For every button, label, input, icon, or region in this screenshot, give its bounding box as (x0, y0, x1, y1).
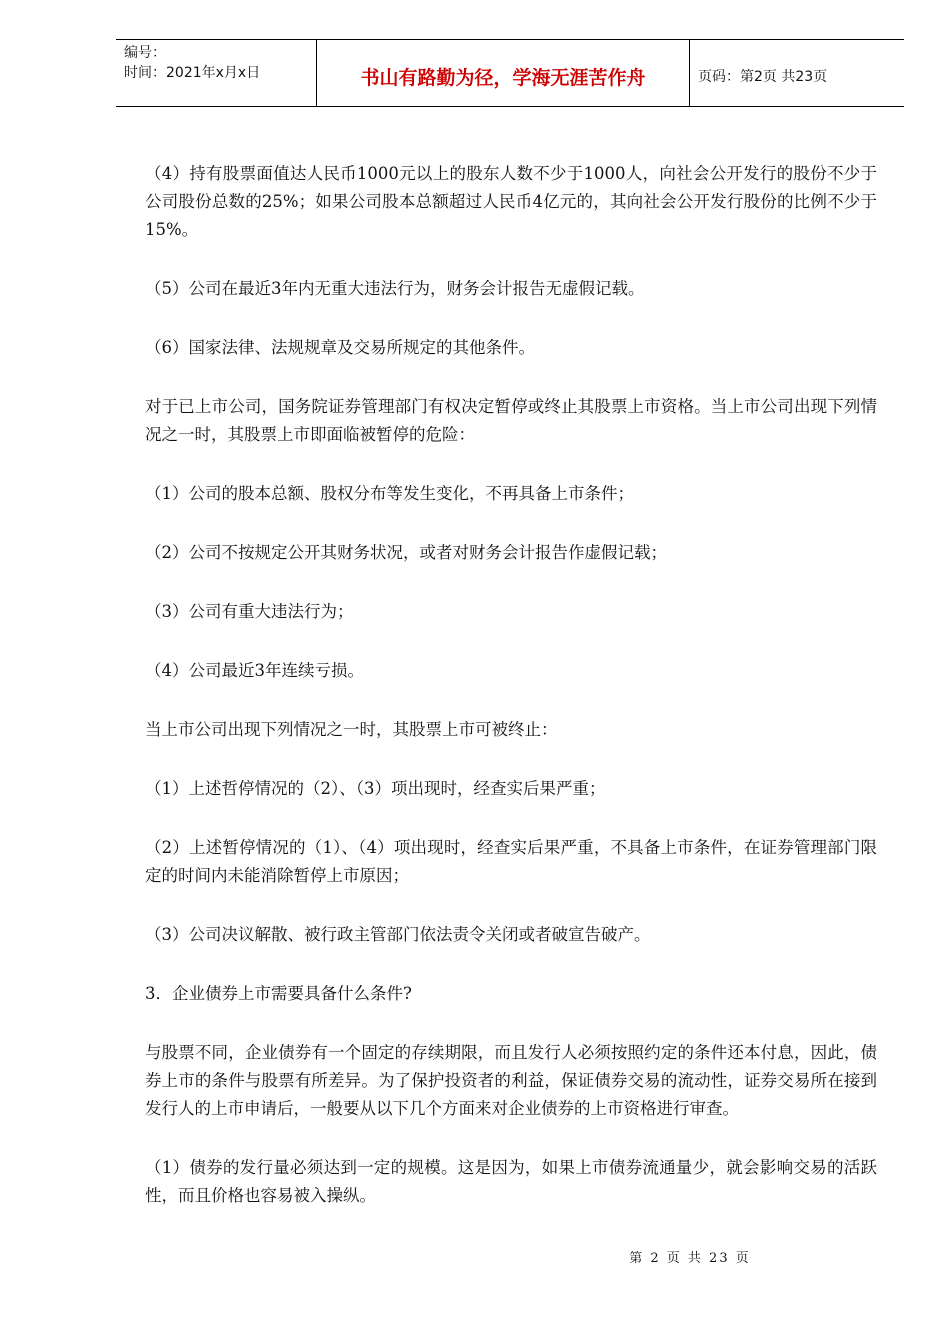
paragraph: （4）公司最近3年连续亏损。 (145, 661, 364, 680)
paragraph: （3）公司有重大违法行为； (145, 602, 354, 621)
paragraph: 对于已上市公司，国务院证券管理部门有权决定暂停或终止其股票上市资格。当上市公司出现下列情况之一时，其股票上市即面临被暂停的危险： (145, 397, 877, 444)
page-footer: 第 2 页 共 23 页 (629, 1251, 751, 1266)
paragraph: （6）国家法律、法规规章及交易所规定的其他条件。 (145, 338, 535, 357)
document-time-label: 时间：2021年x月x日 (124, 65, 261, 81)
document-number-label: 编号： (124, 45, 166, 61)
paragraph: （1）债券的发行量必须达到一定的规模。这是因为，如果上市债券流通量少，就会影响交易的活跃性，而且价格也容易被入操纵。 (145, 1158, 877, 1205)
header-motto: 书山有路勤为径，学海无涯苦作舟 (316, 40, 690, 106)
paragraph: （5）公司在最近3年内无重大违法行为，财务会计报告无虚假记载。 (145, 279, 645, 298)
paragraph: （2）上述暂停情况的（1）、（4）项出现时，经查实后果严重，不具备上市条件，在证券管理部门限定的时间内未能消除暂停上市原因； (145, 838, 877, 885)
paragraph: 当上市公司出现下列情况之一时，其股票上市可被终止： (145, 720, 558, 739)
header-page-number: 页码：第2页 共23页 (698, 69, 828, 85)
document-body (145, 160, 877, 1241)
paragraph: （1）上述哲停情况的（2）、（3）项出现时，经查实后果严重； (145, 779, 606, 798)
paragraph: （1）公司的股本总额、股权分布等发生变化，不再具备上市条件； (145, 484, 634, 503)
section-heading: 3．企业债券上市需要具备什么条件? (145, 984, 412, 1003)
page-header (116, 39, 904, 107)
paragraph: （4）持有股票面值达人民币1000元以上的股东人数不少于1000人，向社会公开发行的股份不少于公司股份总数的25%；如果公司股本总额超过人民币4亿元的，其向社会公开发行股份的比例不少于15%。 (145, 164, 877, 239)
paragraph: （3）公司决议解散、被行政主管部门依法责令关闭或者破宣告破产。 (145, 925, 651, 944)
header-meta (116, 40, 316, 106)
paragraph: 与股票不同，企业债券有一个固定的存续期限，而且发行人必须按照约定的条件还本付息，因此，债券上市的条件与股票有所差异。为了保护投资者的利益，保证债券交易的流动性，证券交易所在接到发行人的上市申请后，一般要从以下几个方面来对企业债券的上市资格进行审查。 (145, 1043, 877, 1118)
paragraph: （2）公司不按规定公开其财务状况，或者对财务会计报告作虚假记载； (145, 543, 667, 562)
